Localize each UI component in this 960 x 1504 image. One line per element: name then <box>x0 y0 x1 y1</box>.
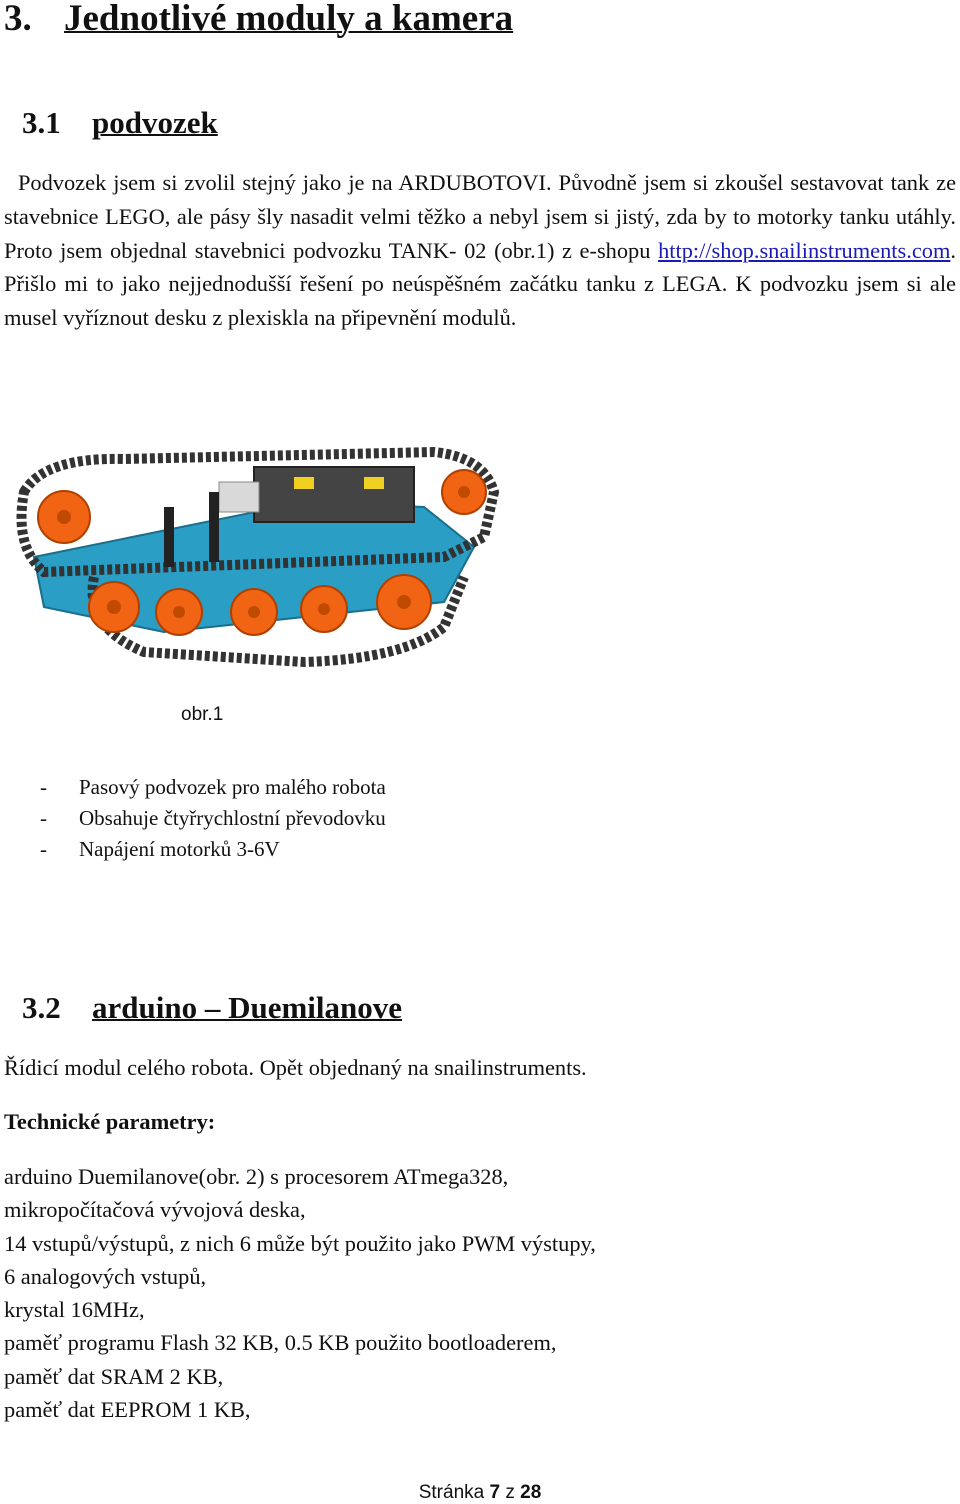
footer-total: 28 <box>520 1482 542 1503</box>
section-heading-arduino <box>22 988 402 1028</box>
list-item: - Pasový podvozek pro malého robota <box>40 775 386 799</box>
chapter-title: Jednotlivé moduly a kamera <box>64 0 514 39</box>
figure-caption: obr.1 <box>181 704 224 725</box>
section-number: 3.1 <box>22 105 61 140</box>
tank-chassis-photo <box>4 397 506 691</box>
param-line: paměť programu Flash 32 KB, 0.5 KB použito bootloaderem, <box>4 1330 557 1355</box>
shop-link[interactable]: http://shop.snailinstruments.com <box>658 237 951 263</box>
paragraph-text-1: Podvozek jsem si zvolil stejný jako je na ARDUBOTOVI. Původně jsem si zkoušel sestavovat tank ze stavebnice LEGO, ale pásy šly nasadit velmi těžko a nebyl jsem si jistý, zda by to motorky tanku utáhly. Proto jsem objednal stavebnici podvozku TANK- 02 (obr.1) z e-shopu <box>4 170 957 263</box>
section-number: 3.2 <box>22 990 61 1025</box>
arduino-intro: Řídicí modul celého robota. Opět objednaný na snailinstruments. <box>4 1055 587 1080</box>
section-title: podvozek <box>92 105 218 140</box>
param-line: arduino Duemilanove(obr. 2) s procesorem ATmega328, <box>4 1164 509 1189</box>
podvozek-paragraph <box>4 166 956 335</box>
footer-page: 7 <box>489 1482 501 1503</box>
chapter-heading <box>4 0 513 44</box>
param-line: krystal 16MHz, <box>4 1297 145 1322</box>
tank-chassis-illustration <box>4 397 506 691</box>
footer-prefix: Stránka <box>418 1482 485 1503</box>
list-item: - Napájení motorků 3-6V <box>40 837 280 861</box>
list-item: - Obsahuje čtyřrychlostní převodovku <box>40 806 386 830</box>
param-line: paměť dat EEPROM 1 KB, <box>4 1397 251 1422</box>
feature-list <box>40 772 386 865</box>
section-title: arduino – Duemilanove <box>92 990 403 1025</box>
section-heading-podvozek <box>22 103 218 143</box>
paragraph-text-2: . Přišlo mi to jako nejjednodušší řešení po neúspěšném začátku tanku z LEGA. K podvozku jsem si ale musel vyříznout desku z plexiskla na připevnění modulů. <box>4 237 956 331</box>
page-footer <box>0 1482 960 1504</box>
param-line: 14 vstupů/výstupů, z nich 6 může být použito jako PWM výstupy, <box>4 1231 596 1256</box>
footer-sep: z <box>505 1482 515 1503</box>
chapter-number: 3. <box>4 0 32 39</box>
params-title: Technické parametry: <box>4 1109 216 1134</box>
param-line: 6 analogových vstupů, <box>4 1264 207 1289</box>
param-line: mikropočítačová vývojová deska, <box>4 1197 306 1222</box>
param-line: paměť dat SRAM 2 KB, <box>4 1364 224 1389</box>
